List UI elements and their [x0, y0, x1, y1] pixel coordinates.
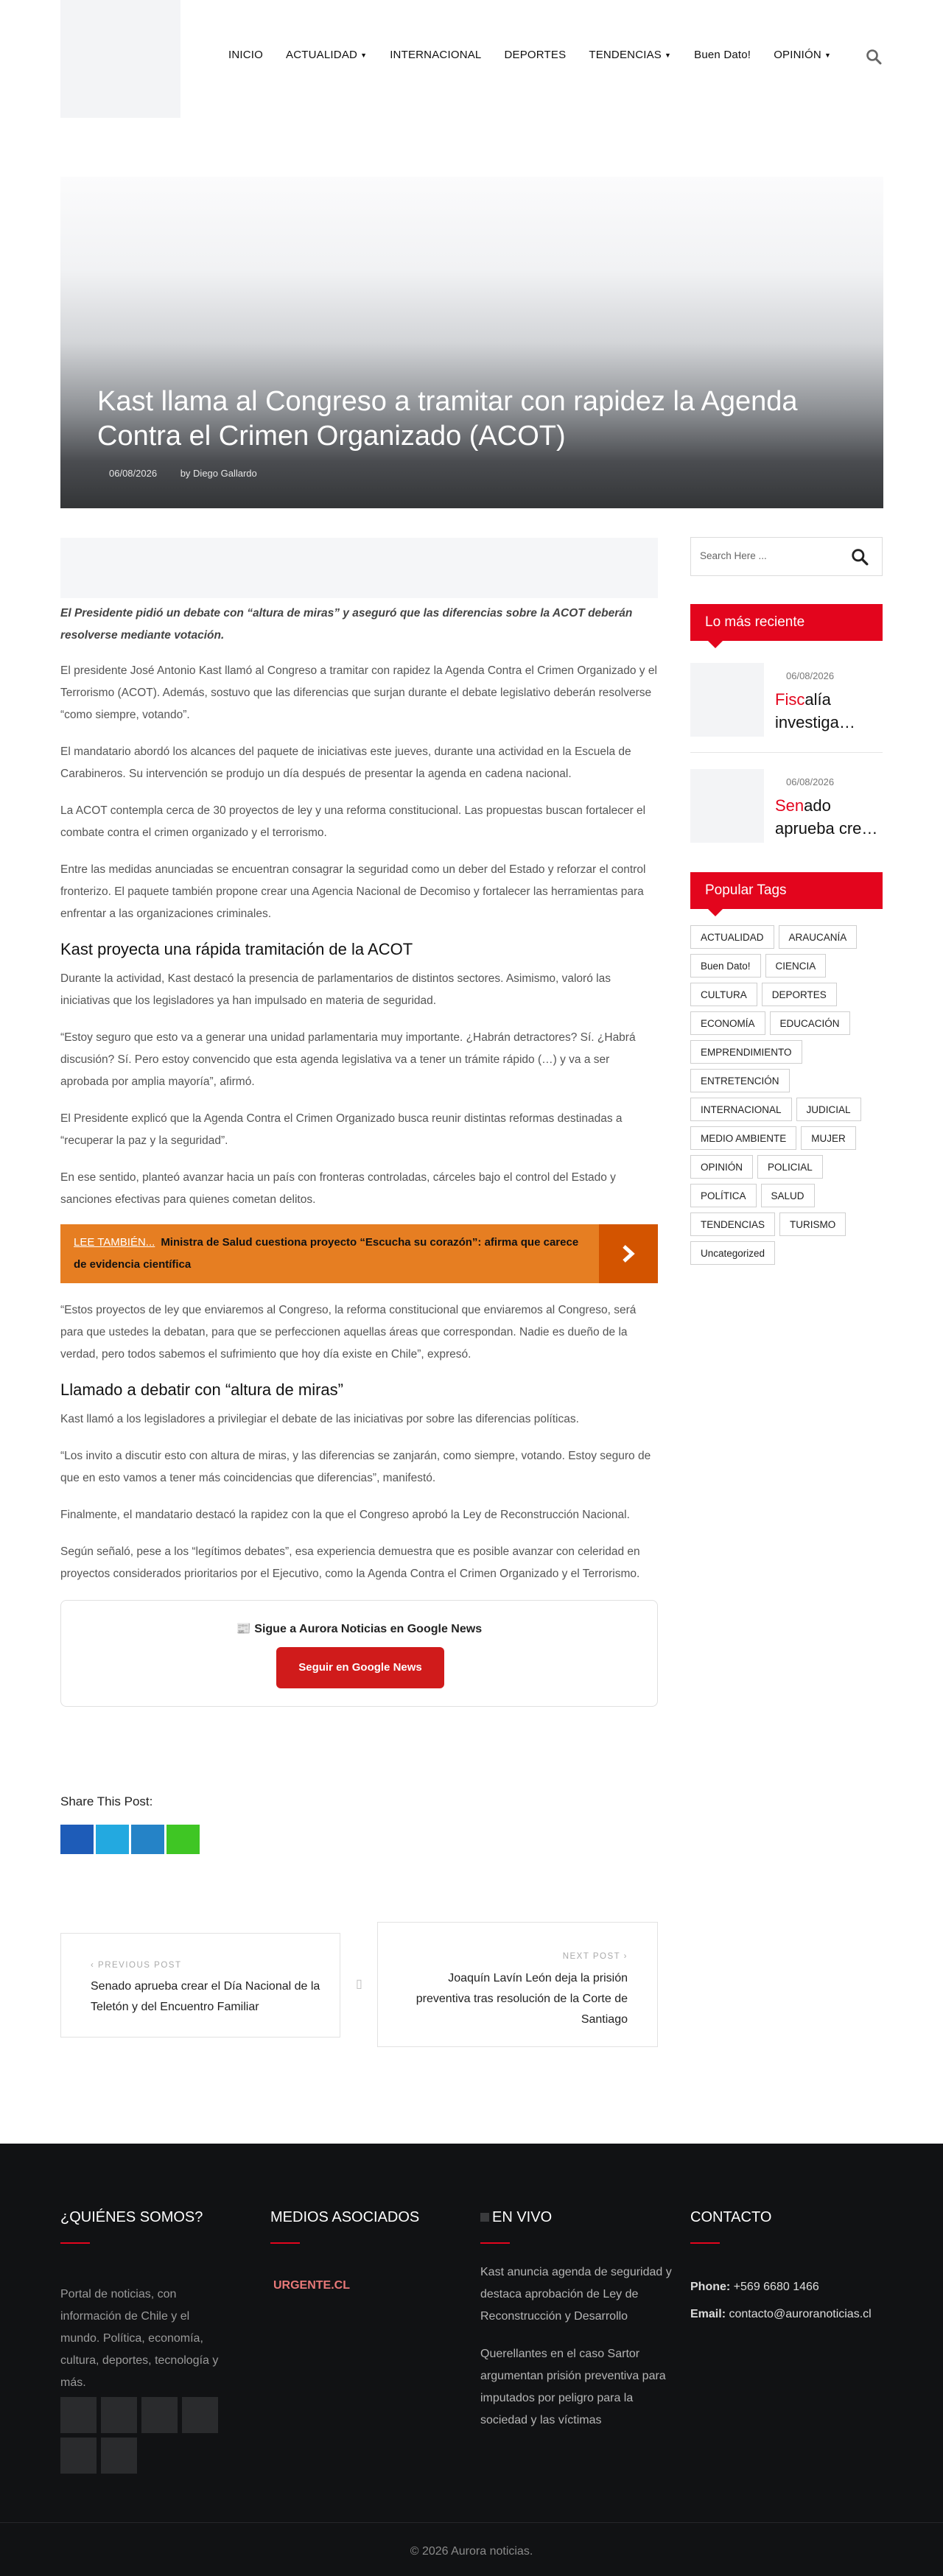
section-heading: Kast proyecta una rápida tramitación de la ACOT — [60, 940, 413, 958]
tag-cloud — [690, 925, 883, 1270]
tag-link[interactable]: Buen Dato! — [690, 954, 761, 978]
chevron-right-icon[interactable] — [599, 1224, 658, 1283]
footer-media-heading: MEDIOS ASOCIADOS — [270, 2209, 420, 2225]
footer-image[interactable] — [60, 2397, 97, 2433]
footer-image[interactable] — [101, 2438, 137, 2474]
footer-about-heading: ¿QUIÉNES SOMOS? — [60, 2209, 203, 2225]
tag-link[interactable]: MEDIO AMBIENTE — [690, 1126, 796, 1150]
ad-placeholder — [60, 538, 658, 598]
post-nav-separator: ▯ — [356, 1978, 362, 1990]
nav-item-internacional[interactable] — [390, 49, 481, 61]
tag-link[interactable]: POLÍTICA — [690, 1184, 757, 1207]
nav-item-label: Buen Dato! — [694, 49, 751, 61]
post-title-highlight: Fisc — [775, 690, 805, 709]
footer-image[interactable] — [101, 2397, 137, 2433]
post-thumbnail[interactable] — [690, 769, 764, 843]
nav-item-tendencias[interactable] — [589, 49, 671, 61]
post-date: 06/08/2026 — [786, 670, 835, 681]
share-whatsapp-button[interactable] — [166, 1825, 200, 1854]
share-twitter-button[interactable] — [96, 1825, 129, 1854]
post-title-rest: ado aprueba cre… — [775, 796, 878, 838]
next-post-card[interactable] — [377, 1922, 658, 2047]
share-title: Share This Post: — [60, 1794, 153, 1808]
google-news-box — [60, 1600, 658, 1707]
main-nav — [228, 49, 854, 61]
live-icon — [480, 2213, 489, 2222]
tag-link[interactable]: Uncategorized — [690, 1241, 775, 1265]
previous-post-label-text: PREVIOUS POST — [98, 1961, 182, 1970]
article-meta — [109, 468, 278, 479]
tag-link[interactable]: TURISMO — [779, 1212, 846, 1236]
email-label: Email: — [690, 2308, 726, 2320]
phone-value[interactable]: +569 6680 1466 — [733, 2281, 819, 2293]
read-also-label: LEE TAMBIÉN... — [74, 1236, 155, 1249]
read-also-banner[interactable] — [60, 1224, 658, 1283]
nav-item-inicio[interactable] — [228, 49, 263, 61]
paragraph: El mandatario abordó los alcances del paquete de iniciativas este jueves, durante una actividad en la Escuela de Carabineros. Su intervención se produjo un día después de presentar la agenda en cadena nacional. — [60, 745, 631, 780]
post-title[interactable] — [775, 688, 882, 734]
phone-label: Phone: — [690, 2281, 731, 2293]
footer-live-title: EN VIVO — [492, 2209, 553, 2225]
article-body — [60, 603, 658, 1707]
paragraph: El Presidente explicó que la Agenda Contra el Crimen Organizado busca reunir distintas reformas destinadas a “recuperar la paz y la seguridad”. — [60, 1112, 623, 1147]
tag-link[interactable]: SALUD — [761, 1184, 815, 1207]
next-post-label: NEXT POST › — [562, 1952, 628, 1961]
footer-heading-underline — [480, 2242, 510, 2244]
tag-link[interactable]: ARAUCANÍA — [779, 925, 858, 949]
footer-live-item[interactable]: Querellantes en el caso Sartor argumentan prisión preventiva para imputados por peligro para la sociedad y las víctimas — [480, 2348, 666, 2426]
footer-heading-underline — [60, 2242, 90, 2244]
paragraph: La ACOT contempla cerca de 30 proyectos de ley y una reforma constitucional. Las propuestas buscan fortalecer el combate contra el crimen organizado y el terrorismo. — [60, 804, 646, 839]
nav-item-label: TENDENCIAS — [589, 49, 662, 61]
article-author[interactable]: by Diego Gallardo — [180, 468, 257, 479]
previous-post-title[interactable]: Senado aprueba crear el Día Nacional de la Teletón y del Encuentro Familiar — [91, 1980, 320, 2013]
recent-post[interactable] — [690, 663, 883, 737]
recent-post[interactable] — [690, 769, 883, 843]
hero-image — [60, 177, 883, 508]
paragraph: Finalmente, el mandatario destacó la rapidez con la que el Congreso aprobó la Ley de Reconstrucción Nacional. — [60, 1509, 630, 1521]
nav-item-actualidad[interactable] — [286, 49, 367, 61]
paragraph: En ese sentido, planteó avanzar hacia un país con fronteras controladas, cárceles bajo el control del Estado y sanciones efectivas para quienes cometan delitos. — [60, 1171, 616, 1206]
next-post-label-text: NEXT POST — [562, 1952, 620, 1961]
post-title[interactable] — [775, 794, 882, 840]
google-news-title: 📰 Sigue a Aurora Noticias en Google News — [236, 1623, 483, 1635]
recent-posts-heading: Lo más reciente — [690, 604, 883, 641]
paragraph: “Los invito a discutir esto con altura de miras, y las diferencias se zanjarán, como siempre, votando. Estoy seguro de que en esto vamos a tener más coincidencias que diferencias”, manifestó. — [60, 1450, 651, 1484]
nav-item-opinión[interactable] — [774, 49, 831, 61]
tag-link[interactable]: INTERNACIONAL — [690, 1098, 792, 1121]
read-also-text — [60, 1232, 658, 1276]
post-thumbnail[interactable] — [690, 663, 764, 737]
copyright: © 2026 Aurora noticias. — [410, 2545, 533, 2558]
footer-media-link[interactable]: URGENTE.CL — [273, 2279, 350, 2292]
previous-post-card[interactable] — [60, 1933, 340, 2038]
nav-item-label: ACTUALIDAD — [286, 49, 358, 61]
footer-live-item[interactable]: Kast anuncia agenda de seguridad y destaca aprobación de Ley de Reconstrucción y Desarrollo — [480, 2266, 672, 2323]
nav-item-label: INICIO — [228, 49, 264, 61]
paragraph: Entre las medidas anunciadas se encuentran consagrar la seguridad como un deber del Estado y reforzar el control fronterizo. El paquete también propone crear una Agencia Nacional de Decomiso y fortalecer las herramientas para enfrentar a las organizaciones criminales. — [60, 863, 646, 920]
tag-link[interactable]: TENDENCIAS — [690, 1212, 775, 1236]
nav-item-deportes[interactable] — [504, 49, 566, 61]
paragraph: Según señaló, pese a los “legítimos debates”, esa experiencia demuestra que es posible avanzar con celeridad en proyectos considerados prioritarios por el Ejecutivo, como la Agenda Contra el Crimen Organizado y el Terrorismo. — [60, 1545, 640, 1580]
footer-heading-underline — [270, 2242, 300, 2244]
paragraph: “Estos proyectos de ley que enviaremos al Congreso, la reforma constitucional que enviaremos al Congreso, será para que ustedes la debatan, para que se perfeccionen aquellas áreas que correspondan. Nadie es dueño de la verdad, pero todos sabemos el sufrimiento que hoy día existe en Chile”, expresó. — [60, 1304, 637, 1361]
article-date: 06/08/2026 — [109, 468, 158, 479]
tag-link[interactable]: CULTURA — [690, 983, 757, 1006]
sidebar-search-input[interactable] — [690, 537, 883, 576]
nav-item-buen-dato[interactable] — [694, 49, 751, 61]
divider — [690, 752, 883, 753]
footer-heading-underline — [690, 2242, 720, 2244]
footer-live-heading — [480, 2209, 552, 2226]
site-logo[interactable] — [60, 0, 180, 118]
share-facebook-button[interactable] — [60, 1825, 94, 1854]
section-heading: Llamado a debatir con “altura de miras” — [60, 1380, 343, 1399]
tag-link[interactable]: MUJER — [801, 1126, 856, 1150]
paragraph: “Estoy seguro que esto va a generar una unidad parlamentaria muy importante. ¿Habrán detractores? Sí. ¿Habrá discusión? Sí. Pero estoy convencido que esta agenda legislativa va a tener un trámite rápido (…) y va a ser aprobada por amplia mayoría”, afirmó. — [60, 1031, 636, 1088]
tag-link[interactable]: POLICIAL — [757, 1155, 823, 1179]
search-icon[interactable] — [851, 548, 869, 566]
nav-item-label: OPINIÓN — [774, 49, 821, 61]
post-title-highlight: Sen — [775, 796, 804, 815]
chevron-down-icon: ▼ — [824, 52, 832, 59]
tag-link[interactable]: JUDICIAL — [796, 1098, 861, 1121]
previous-post-label: ‹ PREVIOUS POST — [91, 1961, 182, 1970]
tag-link[interactable]: DEPORTES — [762, 983, 837, 1006]
nav-item-label: DEPORTES — [504, 49, 567, 61]
read-also-title[interactable]: Ministra de Salud cuestiona proyecto “Escucha su corazón”: afirma que carece de evidencia científica — [74, 1236, 579, 1271]
tag-link[interactable]: EDUCACIÓN — [770, 1011, 850, 1035]
paragraph: Durante la actividad, Kast destacó la presencia de parlamentarios de distintos sectores. Asimismo, valoró las iniciativas que los legisladores ya han impulsado en materia de seguridad. — [60, 972, 611, 1007]
tag-link[interactable]: OPINIÓN — [690, 1155, 753, 1179]
footer-contact-heading: CONTACTO — [690, 2209, 772, 2225]
footer-email — [690, 2303, 872, 2326]
search-icon[interactable] — [866, 49, 882, 65]
search-placeholder: Search Here ... — [700, 550, 767, 561]
footer-divider — [0, 2522, 943, 2523]
tag-link[interactable]: EMPRENDIMIENTO — [690, 1040, 802, 1064]
footer-image[interactable] — [141, 2397, 178, 2433]
footer-image[interactable] — [182, 2397, 218, 2433]
tag-link[interactable]: CIENCIA — [765, 954, 827, 978]
nav-item-label: INTERNACIONAL — [390, 49, 482, 61]
email-value[interactable]: contacto@auroranoticias.cl — [729, 2308, 872, 2320]
article-title: Kast llama al Congreso a tramitar con rapidez la Agenda Contra el Crimen Organizado (ACOT) — [97, 386, 798, 452]
next-post-title[interactable]: Joaquín Lavín León deja la prisión preventiva tras resolución de la Corte de Santiago — [416, 1972, 628, 2026]
footer-about-text: Portal de noticias, con información de Chile y el mundo. Política, economía, cultura, deportes, tecnología y más. — [60, 2288, 219, 2389]
tag-link[interactable]: ACTUALIDAD — [690, 925, 774, 949]
chevron-down-icon: ▼ — [360, 52, 368, 59]
footer-image[interactable] — [60, 2438, 97, 2474]
post-date: 06/08/2026 — [786, 776, 835, 787]
share-linkedin-button[interactable] — [131, 1825, 164, 1854]
chevron-down-icon: ▼ — [665, 52, 672, 59]
footer-phone — [690, 2276, 819, 2298]
paragraph: Kast llamó a los legisladores a privilegiar el debate de las iniciativas por sobre las diferencias políticas. — [60, 1413, 579, 1425]
tag-link[interactable]: ECONOMÍA — [690, 1011, 765, 1035]
paragraph: El presidente José Antonio Kast llamó al Congreso a tramitar con rapidez la Agenda Contra el Crimen Organizado y el Terrorismo (ACOT). Además, sostuvo que las diferencias que surjan durante el debate legislativo deberán resolverse “como siempre, votando”. — [60, 664, 657, 721]
post-title-rest: alía investiga… — [775, 690, 855, 731]
article-lead: El Presidente pidió un debate con “altura de miras” y aseguró que las diferencias sobre la ACOT deberán resolverse mediante votación. — [60, 607, 633, 642]
popular-tags-heading: Popular Tags — [690, 872, 883, 909]
follow-google-news-button[interactable]: Seguir en Google News — [276, 1647, 444, 1688]
tag-link[interactable]: ENTRETENCIÓN — [690, 1069, 790, 1092]
